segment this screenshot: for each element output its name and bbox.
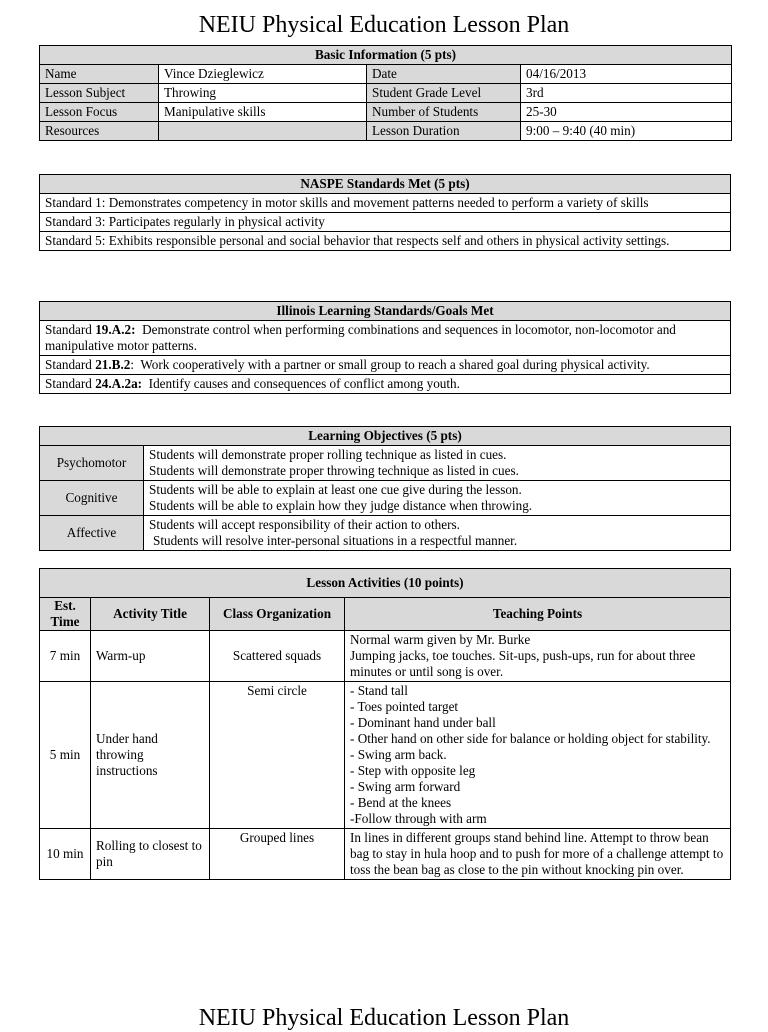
teaching-point: Normal warm given by Mr. Burke [350,632,531,647]
affective-label: Affective [40,516,144,551]
illinois-standard-21b2 [40,356,731,375]
naspe-header: NASPE Standards Met (5 pts) [40,175,731,194]
objective-line: Students will resolve inter-personal situations in a respectful manner. [153,533,518,548]
activity-organization: Scattered squads [210,631,345,682]
col-activity-title: Activity Title [91,598,210,631]
standard-text: Identify causes and consequences of conflict among youth. [142,376,460,391]
illinois-standard-19a2 [40,321,731,356]
grade-level-label: Student Grade Level [367,84,521,103]
lesson-activities-table [39,568,731,880]
standard-prefix: Standard [45,357,96,372]
standard-prefix: Standard [45,322,96,337]
col-est-time: Est. Time [40,598,91,631]
activity-time: 10 min [40,829,91,880]
basic-information-table [39,45,732,141]
col-class-organization: Class Organization [210,598,345,631]
name-label: Name [40,65,159,84]
teaching-point: - Other hand on other side for balance or holding object for stability. [350,731,711,746]
teaching-point: - Dominant hand under ball [350,715,496,730]
objective-line: Students will be able to explain at least one cue give during the lesson. [149,482,522,497]
activity-time: 7 min [40,631,91,682]
standard-prefix: Standard [45,376,96,391]
teaching-point: -Follow through with arm [350,811,487,826]
learning-objectives-table [39,426,731,551]
affective-objectives [144,516,731,551]
number-of-students-label: Number of Students [367,103,521,122]
resources-label: Resources [40,122,159,141]
activity-title: Under hand throwing instructions [91,682,210,829]
activity-title: Warm-up [91,631,210,682]
lesson-duration-value: 9:00 – 9:40 (40 min) [521,122,732,141]
objectives-header: Learning Objectives (5 pts) [40,427,731,446]
activity-teaching-points [345,829,731,880]
activity-title: Rolling to closest to pin [91,829,210,880]
cognitive-label: Cognitive [40,481,144,516]
objective-line: Students will be able to explain how they judge distance when throwing. [149,498,533,513]
standard-text: Demonstrate control when performing combinations and sequences in locomotor, non-locomotor and manipulative motor patterns. [45,322,680,353]
objective-line: Students will demonstrate proper rolling technique as listed in cues. [149,447,507,462]
lesson-focus-label: Lesson Focus [40,103,159,122]
activities-header: Lesson Activities (10 points) [40,569,731,598]
teaching-point: - Step with opposite leg [350,763,476,778]
naspe-standard-5: Standard 5: Exhibits responsible personal and social behavior that respects self and others in physical activity settings. [40,232,731,251]
naspe-standards-table [39,174,731,251]
date-value: 04/16/2013 [521,65,732,84]
teaching-point: In lines in different groups stand behind line. Attempt to throw bean bag to stay in hula hoop and to push for more of a challenge attempt to toss the bean bag as close to the pin without knocking pin over. [350,830,724,877]
psychomotor-objectives [144,446,731,481]
objective-line: Students will accept responsibility of their action to others. [149,517,460,532]
next-page-title: NEIU Physical Education Lesson Plan [198,1005,570,1031]
illinois-standard-24a2a [40,375,731,394]
grade-level-value: 3rd [521,84,732,103]
teaching-point: - Swing arm forward [350,779,461,794]
page-title: NEIU Physical Education Lesson Plan [198,12,570,38]
standard-code: 24.A.2a: [95,376,143,391]
teaching-point: - Swing arm back. [350,747,447,762]
col-teaching-points: Teaching Points [345,598,731,631]
lesson-duration-label: Lesson Duration [367,122,521,141]
cognitive-objectives [144,481,731,516]
lesson-focus-value: Manipulative skills [159,103,367,122]
psychomotor-label: Psychomotor [40,446,144,481]
standard-code: 21.B.2 [95,357,131,372]
illinois-header: Illinois Learning Standards/Goals Met [40,302,731,321]
naspe-standard-3: Standard 3: Participates regularly in physical activity [40,213,731,232]
standard-text: : Work cooperatively with a partner or small group to reach a shared goal during physical activity. [130,357,650,372]
activity-time: 5 min [40,682,91,829]
name-value: Vince Dzieglewicz [159,65,367,84]
lesson-subject-label: Lesson Subject [40,84,159,103]
lesson-subject-value: Throwing [159,84,367,103]
teaching-point: Jumping jacks, toe touches. Sit-ups, push-ups, run for about three minutes or until song is over. [350,648,696,679]
date-label: Date [367,65,521,84]
teaching-point: - Toes pointed target [350,699,459,714]
activity-organization: Grouped lines [210,829,345,880]
standard-code: 19.A.2: [95,322,136,337]
teaching-point: - Stand tall [350,683,408,698]
activity-teaching-points [345,682,731,829]
resources-value [159,122,367,141]
naspe-standard-1: Standard 1: Demonstrates competency in motor skills and movement patterns needed to perform a variety of skills [40,194,731,213]
teaching-point: - Bend at the knees [350,795,452,810]
number-of-students-value: 25-30 [521,103,732,122]
activity-teaching-points [345,631,731,682]
activity-organization: Semi circle [210,682,345,829]
basic-information-header: Basic Information (5 pts) [40,46,732,65]
objective-line: Students will demonstrate proper throwing technique as listed in cues. [149,463,519,478]
illinois-standards-table [39,301,731,394]
